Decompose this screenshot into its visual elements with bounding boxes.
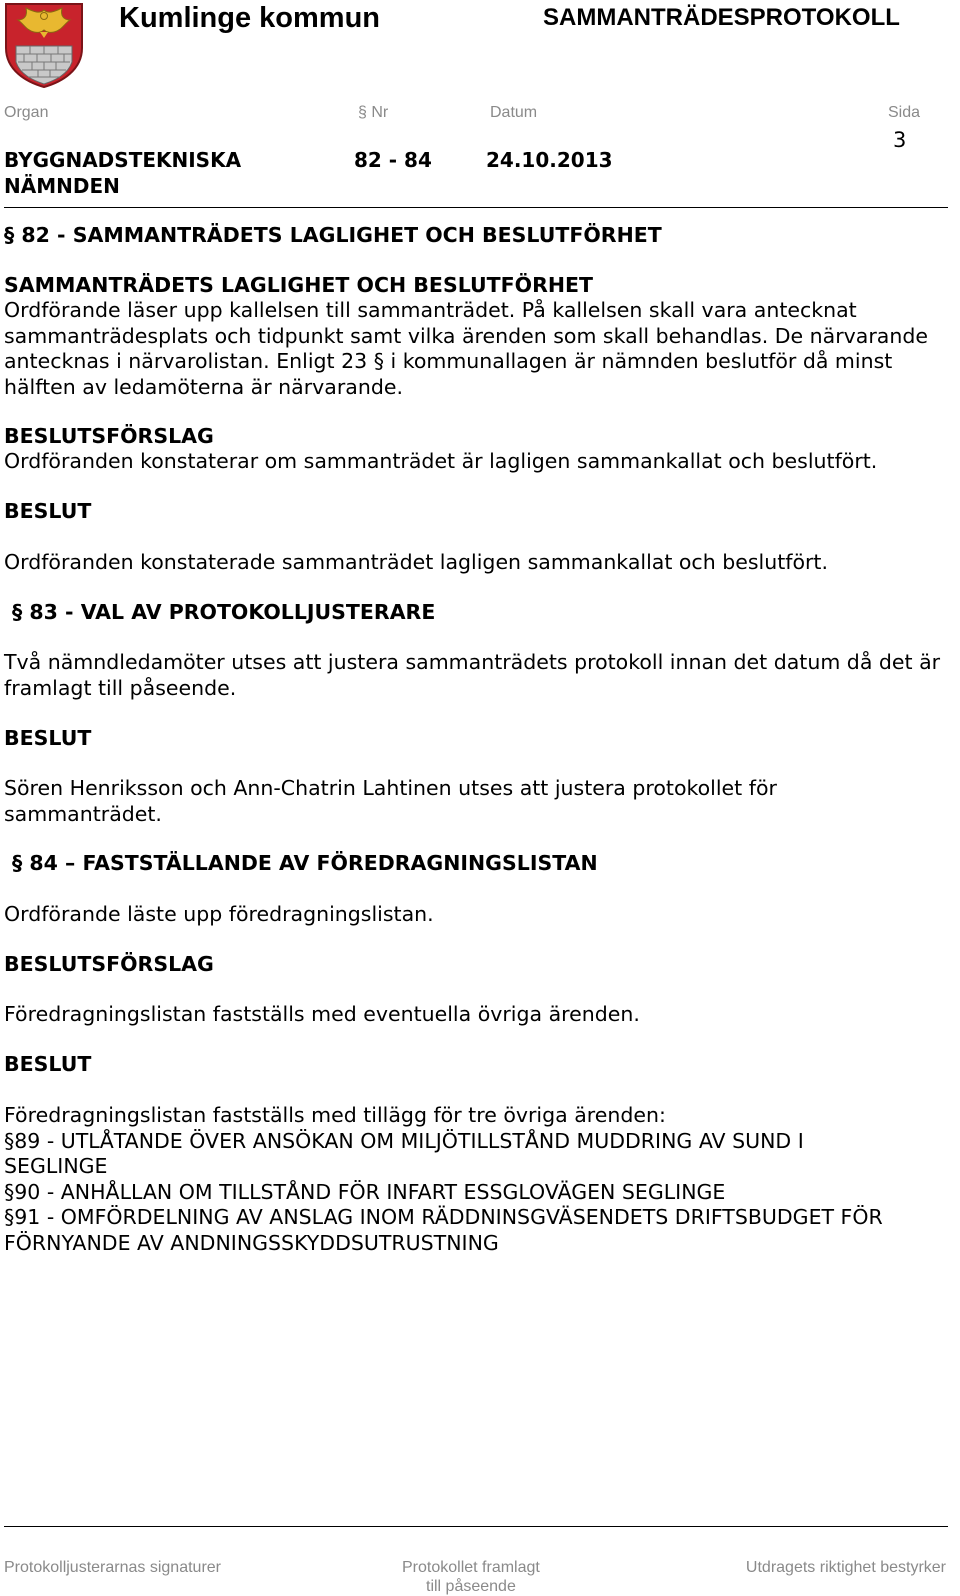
organ-value-line2: NÄMNDEN <box>4 174 120 198</box>
municipality-name: Kumlinge kommun <box>119 2 381 34</box>
header-divider <box>4 207 948 208</box>
footer-posted-line1: Protokollet framlagt <box>402 1559 540 1576</box>
footer-signatures-label: Protokolljusterarnas signaturer <box>4 1559 221 1576</box>
organ-value-line1: BYGGNADSTEKNISKA <box>4 148 242 172</box>
section-84-title: § 84 – FASTSTÄLLANDE AV FÖREDRAGNINGSLISTAN <box>12 851 598 875</box>
footer-certified-label: Utdragets riktighet bestyrker <box>745 1559 946 1576</box>
section-84-paragraph: Ordförande läste upp föredragningslistan. <box>4 902 434 926</box>
section-82-subtitle: SAMMANTRÄDETS LAGLIGHET OCH BESLUTFÖRHET <box>4 273 594 297</box>
footer-divider <box>4 1526 948 1527</box>
datum-label: Datum <box>490 104 538 121</box>
section-82-paragraph: Ordförande läser upp kallelsen till sammanträdet. På kallelsen skall vara antecknat sammanträdesplats och tidpunkt samt vilka ärenden som skall behandlas. De närvarande antecknas i närvarolistan. Enligt 23 § i kommunallagen är nämnden beslutför då minst hälften av ledamöterna är närvarande. <box>4 298 928 399</box>
section-84-proposal: Föredragningslistan fastställs med eventuella övriga ärenden. <box>4 1002 640 1026</box>
section-82-proposal: Ordföranden konstaterar om sammanträdet är lagligen sammankallat och beslutfört. <box>4 449 878 473</box>
section-83-decision: Sören Henriksson och Ann-Chatrin Lahtinen utses att justera protokollet för sammanträdet. <box>4 776 777 826</box>
section-84-decision-intro: Föredragningslistan fastställs med tillägg för tre övriga ärenden: <box>4 1103 666 1127</box>
sida-label: Sida <box>888 104 921 121</box>
municipal-crest-icon <box>4 2 84 88</box>
section-82-proposal-heading: BESLUTSFÖRSLAG <box>4 424 214 448</box>
list-item: §89 - UTLÅTANDE ÖVER ANSÖKAN OM MILJÖTILLSTÅND MUDDRING AV SUND I SEGLINGE <box>4 1128 804 1178</box>
nr-label: § Nr <box>358 104 389 121</box>
date-value: 24.10.2013 <box>486 148 613 172</box>
list-item: §91 - OMFÖRDELNING AV ANSLAG INOM RÄDDNINSGVÄSENDETS DRIFTSBUDGET FÖR FÖRNYANDE AV ANDNINGSSKYDDSUTRUSTNING <box>4 1205 883 1255</box>
section-83-paragraph: Två nämndledamöter utses att justera sammanträdets protokoll innan det datum då det är framlagt till påseende. <box>4 650 941 700</box>
section-82-decision: Ordföranden konstaterade sammanträdet lagligen sammankallat och beslutfört. <box>4 550 828 574</box>
section-82-title: § 82 - SAMMANTRÄDETS LAGLIGHET OCH BESLUTFÖRHET <box>4 223 662 247</box>
list-item: §90 - ANHÅLLAN OM TILLSTÅND FÖR INFART ESSGLOVÄGEN SEGLINGE <box>4 1179 726 1204</box>
organ-label: Organ <box>4 104 49 121</box>
section-83-decision-heading: BESLUT <box>4 726 92 750</box>
footer-posted-line2: till påseende <box>426 1578 516 1595</box>
section-84-proposal-heading: BESLUTSFÖRSLAG <box>4 952 214 976</box>
document-type: SAMMANTRÄDESPROTOKOLL <box>543 4 900 31</box>
nr-value: 82 - 84 <box>354 148 432 172</box>
page-number: 3 <box>893 128 907 152</box>
section-82-decision-heading: BESLUT <box>4 499 92 523</box>
section-84-decision <box>4 1103 949 1256</box>
section-83-title: § 83 - VAL AV PROTOKOLLJUSTERARE <box>12 600 436 624</box>
footer-posted-label <box>402 1558 540 1596</box>
section-84-decision-heading: BESLUT <box>4 1052 92 1076</box>
